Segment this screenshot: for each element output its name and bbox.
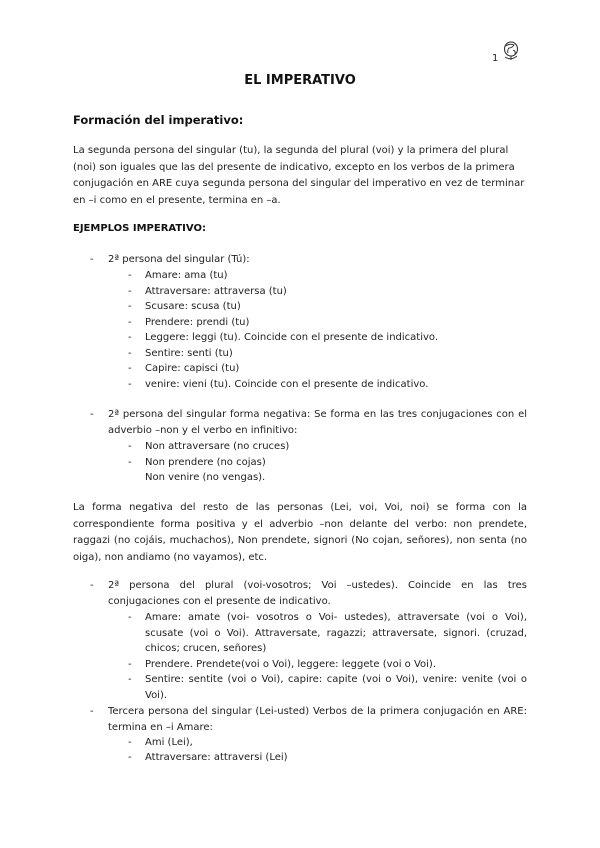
page-title: EL IMPERATIVO	[244, 73, 356, 88]
negative-paragraph: La forma negativa del resto de las personas (Lei, voi, Voi, noi) se forma con la correspondiente forma positiva y el adverbio –non delante del verbo: non prendete, raggazi (no cojáis, muchachos), Non prendete, signori (No cojan, señores), non senta (no oiga), non andiamo (no vayamos), etc.	[73, 502, 527, 563]
globe-logo-icon	[501, 40, 521, 62]
page-number: 1	[492, 53, 499, 64]
intro-paragraph: La segunda persona del singular (tu), la segunda del plural (voi) y la primera del plural (noi) son iguales que las del presente de indicativo, excepto en los verbos de la primera conjugación en ARE cuya segunda persona del singular del imperativo en vez de terminar en –i como en el presente, termina en –a.	[73, 145, 525, 206]
formation-heading: Formación del imperativo:	[73, 113, 244, 127]
examples-heading: EJEMPLOS IMPERATIVO:	[73, 223, 206, 234]
